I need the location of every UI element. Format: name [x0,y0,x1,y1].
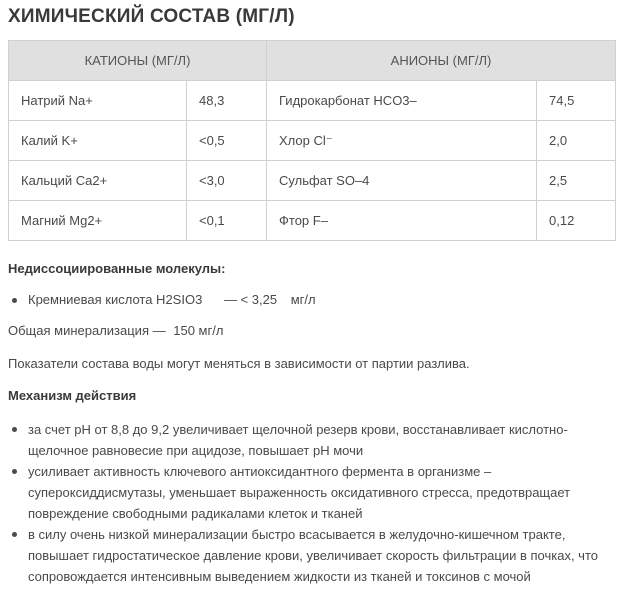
molecule-value: — < 3,25 [223,292,278,307]
list-item [8,290,614,310]
undissociated-heading: Недиссоциированные молекулы: [8,261,226,276]
cation-name: Натрий Na+ [9,81,187,121]
mechanism-heading: Механизм действия [8,388,137,403]
cations-header: КАТИОНЫ (МГ/Л) [9,41,267,81]
mineralization-label: Общая минерализация — [8,323,166,338]
anion-name: Гидрокарбонат HCO3– [267,81,537,121]
table-row [9,81,616,121]
cation-value: <0,5 [187,121,267,161]
anion-value: 2,5 [537,161,616,201]
list-item: за счет pH от 8,8 до 9,2 увеличивает щелочной резерв крови, восстанавливает кислотно-щелочное равновесие при ацидозе, повышает pH мочи [8,419,614,461]
undissociated-list [8,290,614,310]
anion-value: 0,12 [537,201,616,241]
cation-value: <3,0 [187,161,267,201]
list-item: усиливает активность ключевого антиоксидантного фермента в организме – супероксиддисмутазы, уменьшает выраженность оксидативного стресса, предотвращает повреждение свободными радикалами клеток и тканей [8,461,614,524]
mineralization-line [8,321,614,341]
page-title: ХИМИЧЕСКИЙ СОСТАВ (МГ/Л) [8,6,295,27]
anion-name: Сульфат SO–4 [267,161,537,201]
cation-name: Калий K+ [9,121,187,161]
cation-value: 48,3 [187,81,267,121]
anion-name: Фтор F– [267,201,537,241]
mineralization-value: 150 мг/л [173,323,224,338]
table-row [9,121,616,161]
anion-value: 74,5 [537,81,616,121]
anions-header: АНИОНЫ (МГ/Л) [267,41,616,81]
mechanism-list [8,419,614,587]
table-header-row [9,41,616,81]
batch-note: Показатели состава воды могут меняться в зависимости от партии разлива. [8,356,470,371]
composition-table [8,40,616,241]
list-item: в силу очень низкой минерализации быстро всасывается в желудочно-кишечном тракте, повышает гидростатическое давление крови, увеличивает скорость фильтрации в почках, что сопровождается интенсивным выведением жидкости из тканей и токсинов с мочой [8,524,614,587]
molecule-unit: мг/л [290,292,316,307]
table-row [9,161,616,201]
cation-name: Магний Mg2+ [9,201,187,241]
anion-name: Хлор Cl⁻ [267,121,537,161]
table-row [9,201,616,241]
molecule-name: Кремниевая кислота H2SIO3 [28,292,203,307]
cation-value: <0,1 [187,201,267,241]
cation-name: Кальций Ca2+ [9,161,187,201]
anion-value: 2,0 [537,121,616,161]
